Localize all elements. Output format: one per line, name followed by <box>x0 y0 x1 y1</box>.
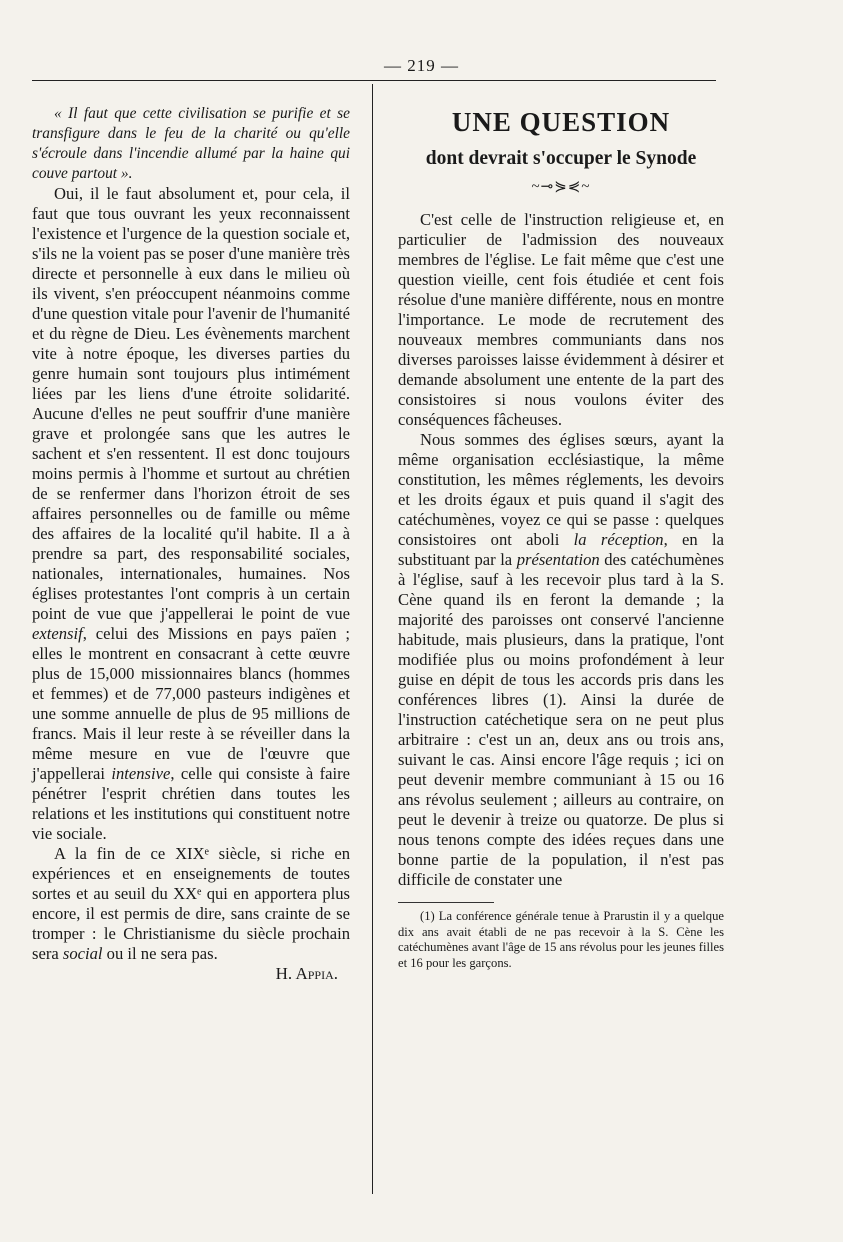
text-run: ou il ne sera pas. <box>102 944 218 963</box>
paragraph <box>32 184 350 844</box>
emphasis: présentation <box>516 550 600 569</box>
opening-quote: « Il faut que cette civilisation se purifie et se transfigure dans le feu de la charité ou qu'elle s'écroule dans l'incendie allumé par la haine qui couve partout ». <box>32 105 350 182</box>
text-run: A la fin de ce XIXᵉ siècle, si riche en expériences et en enseignements de toutes sortes et au seuil du XXᵉ qui en apportera plus encore, il est permis de dire, sans crainte de se tromper : le Christianisme du siècle prochain sera <box>32 844 350 963</box>
paragraph <box>32 844 350 964</box>
column-divider <box>372 84 373 1194</box>
text-run: , celui des Missions en pays païen ; elles le montrent en consacrant à cette œuvre plus de 15,000 missionnaires blancs (hommes et femmes) et de 77,000 pasteurs indigènes et une somme annuelle de plus de 95 millions de francs. Mais il leur reste à se réveiller dans la même mesure en vue de l'œuvre que j'appellerai <box>32 624 350 783</box>
emphasis: la réception <box>573 530 664 549</box>
text-run: Oui, il le faut absolument et, pour cela, il faut que tous ouvrant les yeux reconnaissent l'existence et l'urgence de la question sociale et, s'ils ne la voient pas se poser d'une manière très directe et personnelle à eux dans le milieu où ils vivent, s'en préoccupent néanmoins comme d'une question vitale pour l'avenir de l'humanité et du règne de Dieu. Les évènements marchent vite à notre époque, les diverses parties du genre humain sont toujours plus intimément liées par les liens d'une étroite solidarité. Aucune d'elles ne peut souffrir d'une manière grave et prolongée sans que les autres le sachent et s'en ressentent. Il est donc toujours moins permis à l'homme et surtout au chrétien de se renfermer dans l'horizon étroit de ses affaires personnelles ou de famille ou même des affaires de la localité qu'il habite. Il a à prendre sa part, des responsabilité sociales, nationales, internationales, humaines. Nos églises protestantes l'ont compris à un certain point de vue que j'appellerai le point de vue <box>32 184 350 623</box>
text-run: Nous sommes des églises sœurs, ayant la même organisation ecclésiastique, la même constitution, les mêmes réglements, les devoirs et les droits égaux et puis quand il s'agit des catéchumènes, voyez ce qui se passe : quelques consistoires ont aboli <box>398 430 724 549</box>
author-signature: H. Appia. <box>275 964 338 983</box>
right-column <box>398 100 724 971</box>
paragraph <box>398 430 724 890</box>
article-subtitle: dont devrait s'occuper le Synode <box>425 148 697 169</box>
footnote: (1) La conférence générale tenue à Prarustin il y a quelque dix ans avait établi de ne pas recevoir à la S. Cène les catéchumènes avant l'âge de 15 ans révolus pour les jeunes filles et 16 pour les garçons. <box>398 909 724 970</box>
article-title: UNE QUESTION <box>451 107 671 137</box>
emphasis: intensive <box>111 764 171 783</box>
footnote-rule <box>398 902 494 903</box>
text-run: C'est celle de l'instruction religieuse et, en particulier de l'admission des nouveaux membres de l'église. Le fait même que c'est une question vieille, cent fois étudiée et cent fois résolue d'une manière différente, nous en montre l'importance. Le mode de recrutement des nouveaux membres communiants dans nos diverses paroisses laisse évidemment à désirer et demande absolument une entente de la part des consistoires si nous voulons éviter des conséquences fâcheuses. <box>398 210 724 429</box>
text-run: des catéchumènes à l'église, sauf à les recevoir plus tard à la S. Cène quand ils en feront la demande ; la majorité des paroisses ont conservé l'ancienne habitude, mais plusieurs, dans la pratique, l'ont modifiée plus ou moins profondément à leur guise en dépit de tous les accords pris dans les conférences libres (1). Ainsi la durée de l'instruction catéchetique sera on ne peut plus arbitraire : c'est un an, deux ans ou trois ans, suivant le cas. Ainsi encore l'âge requis ; ici on peut devenir membre communiant à 15 ou 16 ans révolus seulement ; ailleurs au contraire, on peut le devenir à treize ou quatorze. De plus si nous tenons compte des idées reçues dans une bonne partie de la population, il n'est pas difficile de constater une <box>398 550 724 889</box>
emphasis: social <box>62 944 103 963</box>
paragraph <box>398 210 724 430</box>
page-number: — 219 — <box>384 56 459 75</box>
left-column <box>32 104 350 984</box>
ornament: ~⊸⋟⋞~ <box>531 179 591 195</box>
text-run: , celle qui consiste à faire pénétrer l'esprit chrétien dans toutes les relations et les institutions qui constituent notre vie sociale. <box>32 764 350 843</box>
emphasis: extensif <box>32 624 83 643</box>
text-run: , en la substituant par la <box>398 530 724 569</box>
header-rule <box>32 80 716 81</box>
